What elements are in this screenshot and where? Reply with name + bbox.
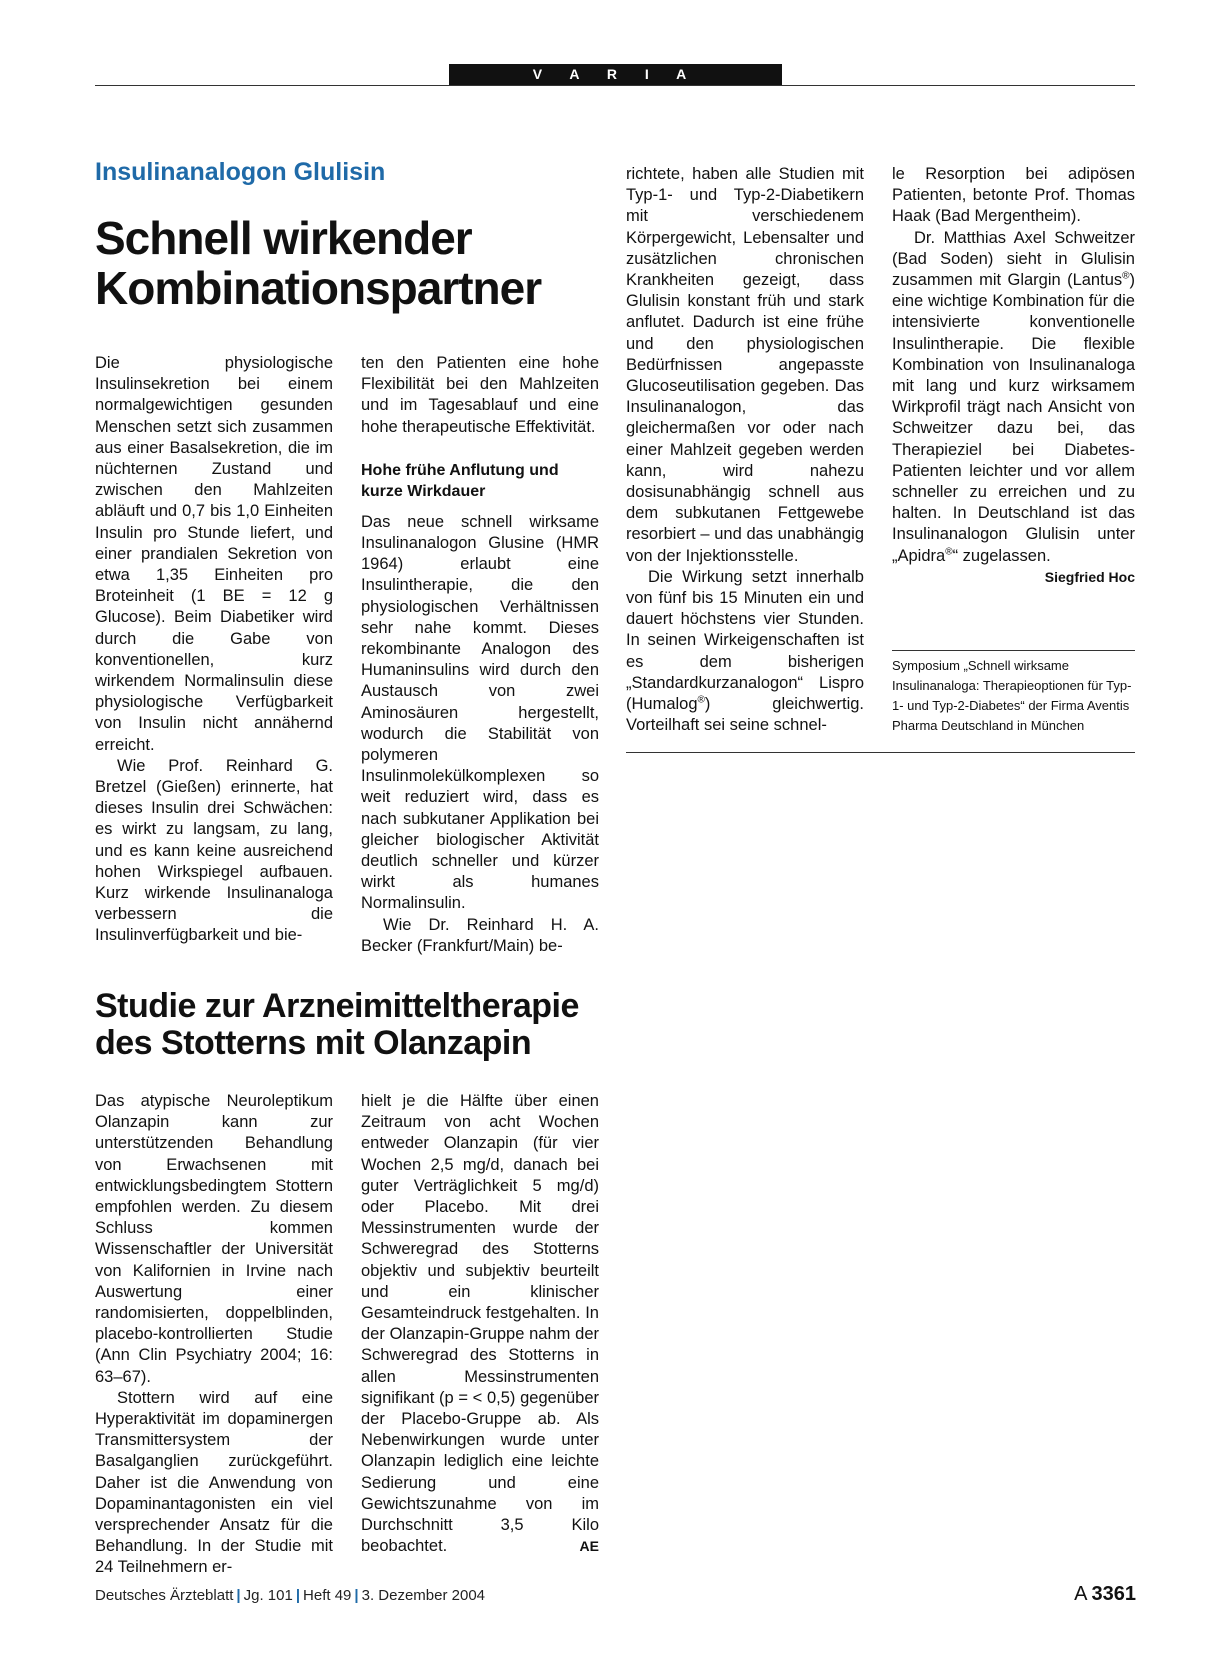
article1-signature: Siegfried Hoc [1044, 568, 1135, 585]
article1-title-line1: Schnell wirkender [95, 212, 472, 264]
article2-paragraph: hielt je die Hälfte über einen Zeitraum von acht Wochen entweder Olanzapin (für vier Wochen 2,5 mg/d, danach bei guter Verträglichkeit 5 mg/d) oder Placebo. Mit drei Messinstrumenten wurde der Schweregrad des Stotterns objektiv und subjektiv beurteilt und ein klinischer Gesamteindruck festgehalten. In der Olanzapin-Gruppe nahm der Schweregrad des Stotterns in allen Messinstrumenten signifikant (p = < 0,5) gegenüber der Placebo-Gruppe ab. Als Nebenwirkungen wurde unter Olanzapin lediglich eine leichte Sedierung und eine Gewichtszunahme von im Durchschnitt 3,5 Kilo beobachtet. AE [361, 1091, 599, 1557]
section-label: V A R I A [449, 64, 782, 85]
page-number-value: 3361 [1091, 1583, 1136, 1605]
article1-paragraph: Dr. Matthias Axel Schweitzer (Bad Soden) sieht in Glulisin zusammen mit Glargin (Lantus®) eine wichtige Kombination für die intensivierte konventionelle Insulintherapie. Die flexible Kombination von Insulinanaloga mit lang und kurz wirksamem Wirkprofil trägt nach Ansicht von Schweitzer dazu bei, das Therapieziel bei Diabetes-Patienten leichter und vor allem schneller zu erreichen und zu halten. In Deutschland ist das Insulinanalogon Glulisin unter „Apidra®“ zugelassen. Siegfried Hoc [892, 228, 1135, 567]
article1-column-4 [892, 164, 1135, 588]
page-prefix: A [1074, 1583, 1088, 1605]
article1-paragraph: le Resorption bei adipösen Patienten, betonte Prof. Thomas Haak (Bad Mergentheim). [892, 165, 1135, 226]
article1-title-line2: Kombinationspartner [95, 262, 542, 314]
article2-title [95, 988, 655, 1062]
journal-volume: Jg. 101 [243, 1587, 293, 1604]
journal-name: Deutsches Ärzteblatt [95, 1587, 234, 1604]
article1-caption: Symposium „Schnell wirksame Insulinanaloga: Therapieoptionen für Typ-1- und Typ-2-Diabetes“ der Firma Aventis Pharma Deutschland in München [892, 658, 1132, 733]
subheading-line1: Hohe frühe Anflutung und [361, 461, 559, 479]
article1-paragraph: Wie Dr. Reinhard H. A. Becker (Frankfurt/Main) be- [361, 915, 599, 955]
page-number [1074, 1583, 1136, 1606]
article2-title-line2: des Stotterns mit Olanzapin [95, 1024, 532, 1062]
article2-paragraph: Das atypische Neuroleptikum Olanzapin kann zur unterstützenden Behandlung von Erwachsenen mit entwicklungsbedingtem Stottern empfohlen werden. Zu diesem Schluss kommen Wissenschaftler der Universität von Kalifornien in Irvine nach Auswertung einer randomisierten, doppelblinden, placebo-kontrollierten Studie (Ann Clin Psychiatry 2004; 16: 63–67). [95, 1092, 333, 1386]
article2-column-1 [95, 1091, 333, 1579]
article1-column-1 [95, 353, 333, 947]
article2-title-line1: Studie zur Arzneimitteltherapie [95, 987, 579, 1025]
article1-subheading [361, 460, 599, 502]
caption-rule [892, 650, 1135, 651]
article1-kicker: Insulinanalogon Glulisin [95, 158, 386, 186]
subheading-line2: kurze Wirkdauer [361, 482, 486, 500]
article1-paragraph: Das neue schnell wirksame Insulinanalogon Glusine (HMR 1964) erlaubt eine Insulintherapie, die den physiologischen Verhältnissen sehr nahe kommt. Dieses rekombinante Analogon des Humaninsulins wird durch den Austausch von zwei Aminosäuren hergestellt, wodurch die Stabilität von polymeren Insulinmolekülkomplexen so weit reduziert wird, dass es nach subkutaner Applikation bei gleicher biologischer Aktivität deutlich schneller und kürzer wirkt als humanes Normalinsulin. [361, 512, 599, 913]
article1-column-2 [361, 353, 599, 957]
article1-paragraph: Wie Prof. Reinhard G. Bretzel (Gießen) erinnerte, hat dieses Insulin drei Schwächen: es wirkt zu langsam, zu lang, und es kann keine ausreichend hohen Wirkspiegel aufbauen. Kurz wirkende Insulinanaloga verbessern die Insulinverfügbarkeit und bie- [95, 756, 333, 945]
article1-paragraph: richtete, haben alle Studien mit Typ-1- und Typ-2-Diabetikern mit verschiedenem Körpergewicht, Lebensalter und zusätzlichen chronischen Krankheiten gezeigt, dass Glulisin konstant früh und stark anflutet. Dadurch ist eine frühe und den physiologischen Bedürfnissen angepasste Glucoseutilisation gegeben. Das Insulinanalogon, das gleichermaßen vor oder nach einer Mahlzeit gegeben werden kann, wird nahezu dosisunabhängig schnell aus dem subkutanen Fettgewebe resorbiert – und das unabhängig von der Injektionsstelle. [626, 165, 864, 565]
article1-end-rule [626, 752, 1135, 753]
article1-paragraph: Die Wirkung setzt innerhalb von fünf bis 15 Minuten ein und dauert höchstens vier Stunden. In seinen Wirkeigenschaften ist es dem bisherigen „Standardkurzanalogon“ Lispro (Humalog®) gleichwertig. Vorteilhaft sei seine schnel- [626, 567, 864, 735]
article2-paragraph: Stottern wird auf eine Hyperaktivität im dopaminergen Transmittersystem der Basalganglien zurückgeführt. Daher ist die Anwendung von Dopaminantagonisten ein viel versprechender Ansatz für die Behandlung. In der Studie mit 24 Teilnehmern er- [95, 1388, 333, 1577]
journal-date: 3. Dezember 2004 [361, 1587, 486, 1604]
article2-column-2 [361, 1091, 599, 1557]
footer-citation: Deutsches Ärzteblatt | Jg. 101 | Heft 49 | 3. Dezember 2004 [95, 1587, 486, 1604]
article1-column-3 [626, 164, 864, 736]
article2-signature: AE [579, 1538, 599, 1555]
journal-issue: Heft 49 [303, 1587, 352, 1604]
article1-title [95, 213, 615, 313]
article1-paragraph: Die physiologische Insulinsekretion bei einem normalgewichtigen gesunden Menschen setzt sich zusammen aus einer Basalsekretion, die im nüchternen Zustand und zwischen den Mahlzeiten abläuft und 0,7 bis 1,0 Einheiten Insulin pro Stunde liefert, und einer prandialen Sekretion von etwa 1,35 Einheiten pro Broteinheit (1 BE = 12 g Glucose). Beim Diabetiker wird durch die Gabe von konventionellen, kurz wirkendem Normalinsulin diese physiologische Verfügbarkeit von Insulin nicht annähernd erreicht. [95, 354, 333, 754]
header-rule [95, 85, 1135, 86]
article1-paragraph: ten den Patienten eine hohe Flexibilität bei den Mahlzeiten und im Tagesablauf und eine hohe therapeutische Effektivität. [361, 354, 599, 436]
